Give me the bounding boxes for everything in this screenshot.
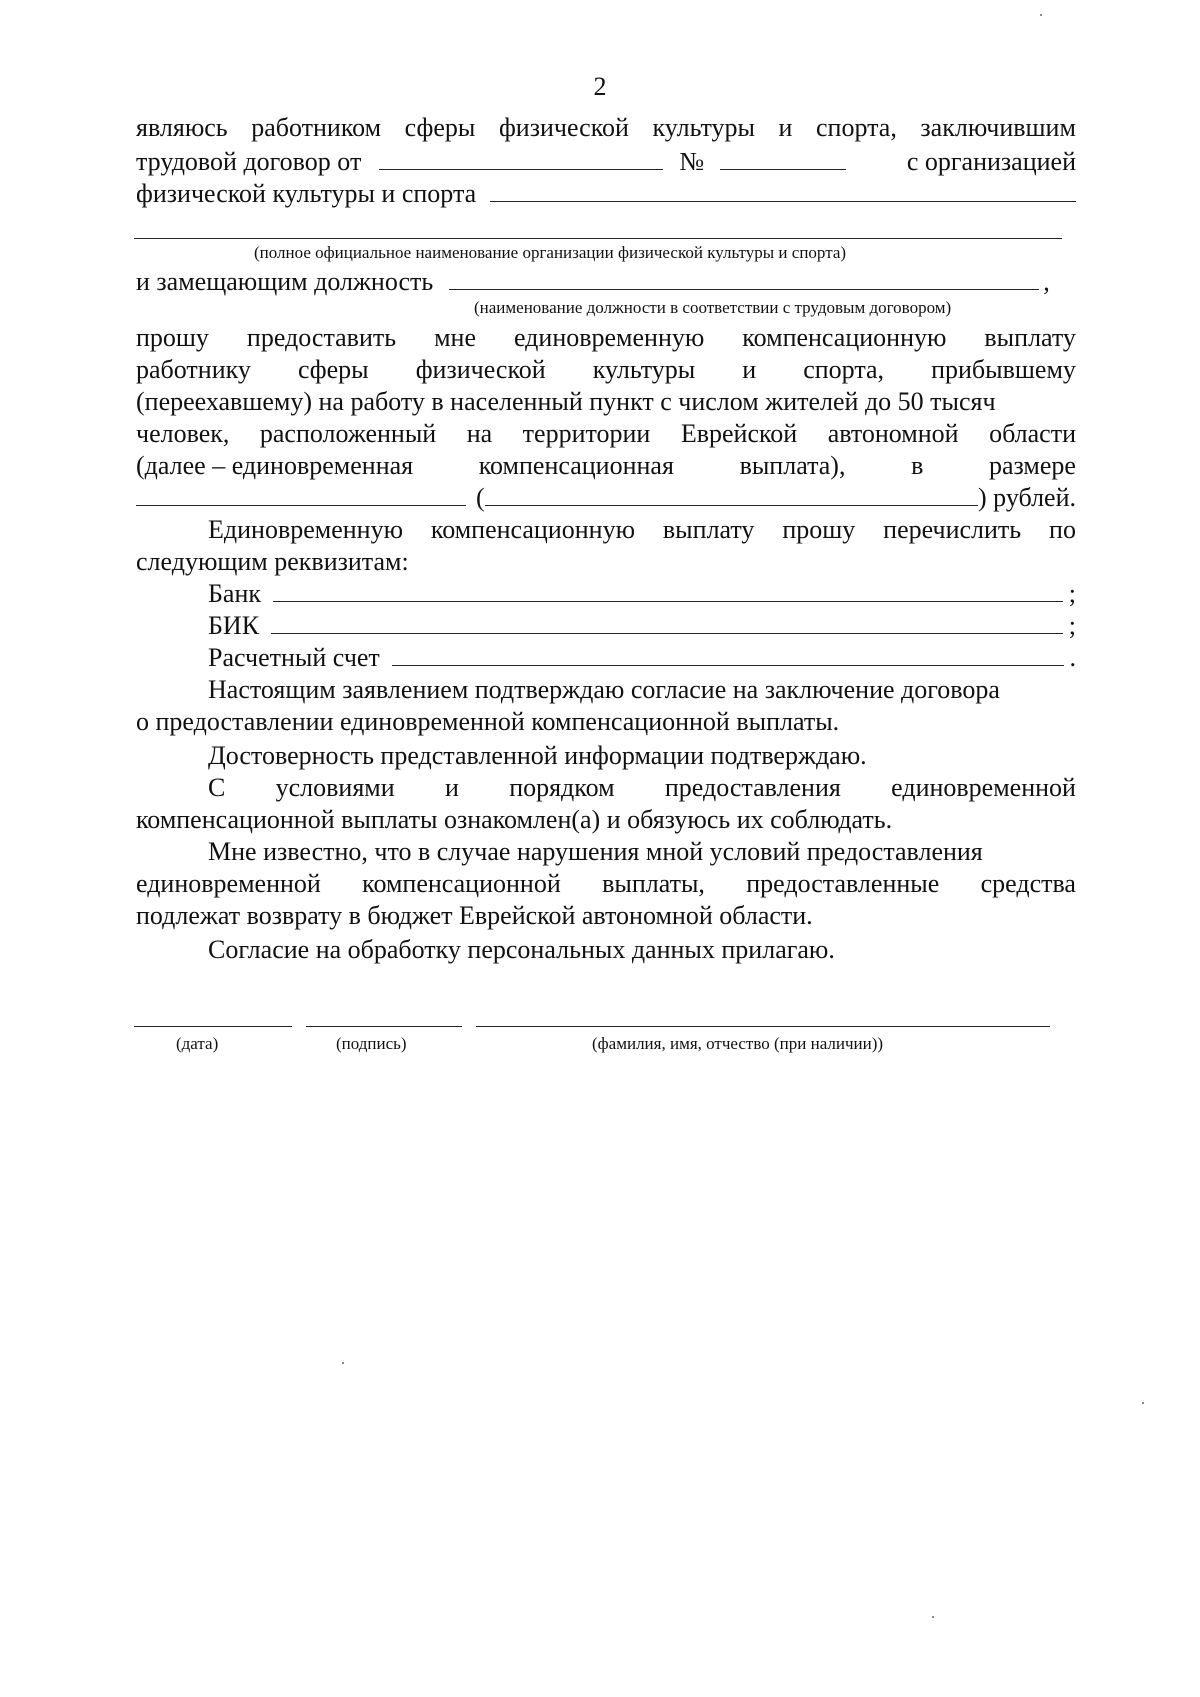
p2-line1: прошу предоставить мне единовременную компенсационную выплату bbox=[136, 323, 1076, 352]
position-field[interactable] bbox=[449, 267, 1039, 290]
p6-line2: компенсационной выплаты ознакомлен(а) и обязуюсь их соблюдать. bbox=[136, 805, 893, 834]
scan-speck bbox=[342, 1362, 344, 1364]
p2-line4: человек, расположенный на территории Еврейской автономной области bbox=[136, 419, 1076, 448]
p2-line2: работнику сферы физической культуры и спорта, прибывшему bbox=[136, 355, 1076, 384]
p3-line2: следующим реквизитам: bbox=[136, 547, 409, 576]
organization-field[interactable] bbox=[490, 179, 1076, 202]
caption-full-name: (фамилия, имя, отчество (при наличии)) bbox=[592, 1034, 884, 1053]
p2-line3: (переехавшему) на работу в населенный пункт с числом жителей до 50 тысяч bbox=[136, 387, 996, 416]
p1-line1: являюсь работником сферы физической культуры и спорта, заключившим bbox=[136, 113, 1076, 142]
contract-number-field[interactable] bbox=[720, 147, 846, 170]
p1-line3: физической культуры и спорта bbox=[136, 178, 1076, 210]
p4-line1: Настоящим заявлением подтверждаю согласие на заключение договора bbox=[208, 675, 1000, 704]
position-line: и замещающим должность , bbox=[136, 267, 1050, 296]
p1-line2: трудовой договор от № с организацией bbox=[136, 147, 1076, 176]
p5-line: Достоверность представленной информации подтверждаю. bbox=[208, 741, 867, 770]
p2-line5: (далее – единовременная компенсационная выплата), в размере bbox=[136, 451, 1076, 480]
p2-line6: ( ) рублей. bbox=[136, 482, 1076, 514]
contract-date-field[interactable] bbox=[379, 147, 663, 170]
p8-line: Согласие на обработку персональных данных прилагаю. bbox=[208, 935, 835, 964]
caption-position: (наименование должности в соответствии с трудовым договором) bbox=[474, 298, 952, 317]
caption-date: (дата) bbox=[176, 1034, 219, 1053]
organization-field-continued[interactable] bbox=[134, 238, 1062, 239]
p7-line2: единовременной компенсационной выплаты, предоставленные средства bbox=[136, 869, 1076, 898]
scan-speck bbox=[932, 1616, 934, 1618]
signature-field[interactable] bbox=[306, 1026, 462, 1027]
caption-signature: (подпись) bbox=[336, 1034, 407, 1053]
bik-line: БИК ; bbox=[208, 611, 1076, 640]
account-line: Расчетный счет . bbox=[208, 643, 1076, 672]
bik-field[interactable] bbox=[271, 611, 1063, 634]
bank-line: Банк ; bbox=[208, 579, 1076, 608]
full-name-field[interactable] bbox=[476, 1026, 1050, 1027]
account-field[interactable] bbox=[392, 643, 1064, 666]
p4-line2: о предоставлении единовременной компенсационной выплаты. bbox=[136, 707, 840, 736]
bank-field[interactable] bbox=[273, 579, 1063, 602]
p3-line1: Единовременную компенсационную выплату прошу перечислить по bbox=[208, 515, 1076, 544]
scan-speck bbox=[1040, 14, 1042, 16]
amount-words-field[interactable] bbox=[485, 483, 978, 506]
page-number: 2 bbox=[593, 72, 607, 101]
date-field[interactable] bbox=[134, 1026, 292, 1027]
scan-speck bbox=[1142, 1402, 1144, 1404]
caption-organization: (полное официальное наименование организации физической культуры и спорта) bbox=[254, 243, 847, 262]
p6-line1: С условиями и порядком предоставления единовременной bbox=[208, 773, 1076, 802]
p7-line1: Мне известно, что в случае нарушения мной условий предоставления bbox=[208, 837, 983, 866]
p7-line3: подлежат возврату в бюджет Еврейской автономной области. bbox=[136, 901, 813, 930]
amount-digits-field[interactable] bbox=[136, 483, 466, 506]
